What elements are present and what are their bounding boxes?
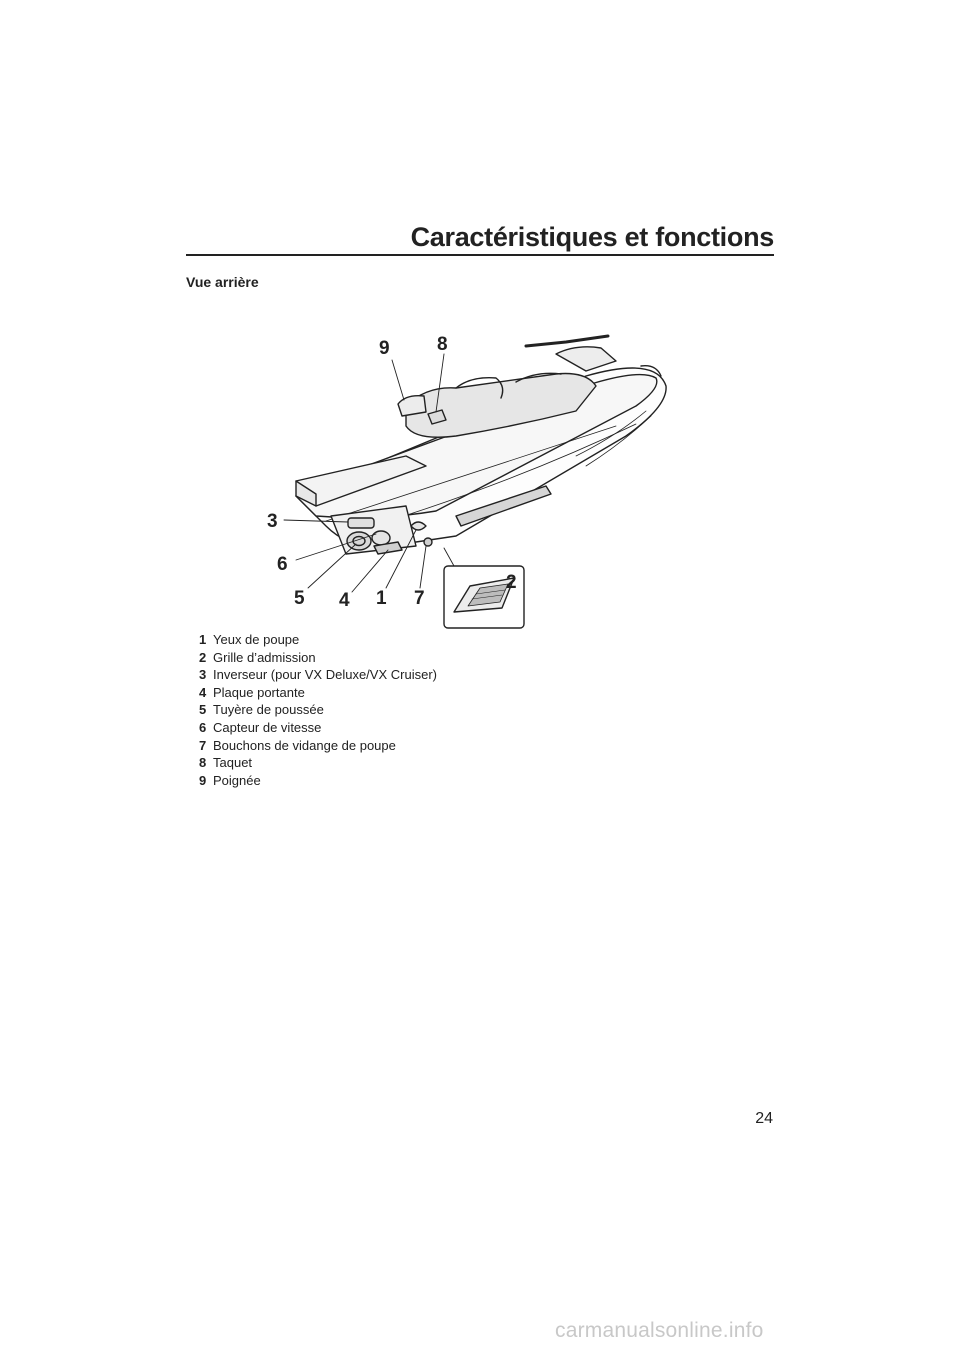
legend-item-label: Yeux de poupe [213, 632, 300, 647]
section-heading: Vue arrière [186, 274, 259, 290]
callout-3: 3 [267, 511, 278, 532]
page-number: 24 [755, 1110, 773, 1127]
callout-7: 7 [414, 588, 425, 609]
callout-1: 1 [376, 588, 387, 609]
legend-item-label: Capteur de vitesse [213, 719, 322, 735]
legend-item-label: Poignée [213, 772, 261, 788]
legend-item [199, 649, 437, 667]
legend-item [199, 666, 437, 684]
legend-item-number: 2 [199, 649, 207, 665]
legend-item [199, 719, 437, 737]
callout-8: 8 [437, 334, 448, 355]
legend-item-label: Bouchons de vidange de poupe [213, 737, 396, 753]
callout-2: 2 [506, 572, 517, 593]
callout-9: 9 [379, 338, 390, 359]
watercraft-rear-view-figure [256, 316, 696, 636]
legend-item [199, 754, 437, 772]
watermark-text: carmanualsonline.info [555, 1319, 764, 1342]
legend-item-number: 6 [199, 719, 207, 735]
legend-item-number: 4 [199, 684, 207, 700]
legend-item [199, 772, 437, 790]
legend-item-label: Inverseur (pour VX Deluxe/VX Cruiser) [213, 667, 437, 683]
figure-legend [199, 631, 437, 789]
legend-item-label: Plaque portante [213, 684, 305, 700]
legend-item-label: Taquet [213, 755, 253, 771]
legend-item-label: Tuyère de poussée [213, 702, 324, 718]
legend-item-number: 1 [199, 632, 207, 647]
legend-item [199, 631, 437, 649]
legend-item [199, 737, 437, 755]
legend-item-number: 8 [199, 755, 207, 771]
legend-item-number: 3 [199, 667, 207, 683]
watercraft-illustration [256, 316, 696, 636]
page-title: Caractéristiques et fonctions [410, 222, 774, 252]
legend-item-number: 5 [199, 702, 207, 718]
legend-item-label: Grille d’admission [213, 649, 316, 665]
callout-4: 4 [339, 590, 350, 611]
title-rule [186, 254, 774, 256]
legend-item [199, 684, 437, 702]
legend-item-number: 7 [199, 737, 207, 753]
legend-item-number: 9 [199, 772, 207, 788]
callout-5: 5 [294, 588, 305, 609]
legend-item [199, 701, 437, 719]
callout-6: 6 [277, 554, 288, 575]
